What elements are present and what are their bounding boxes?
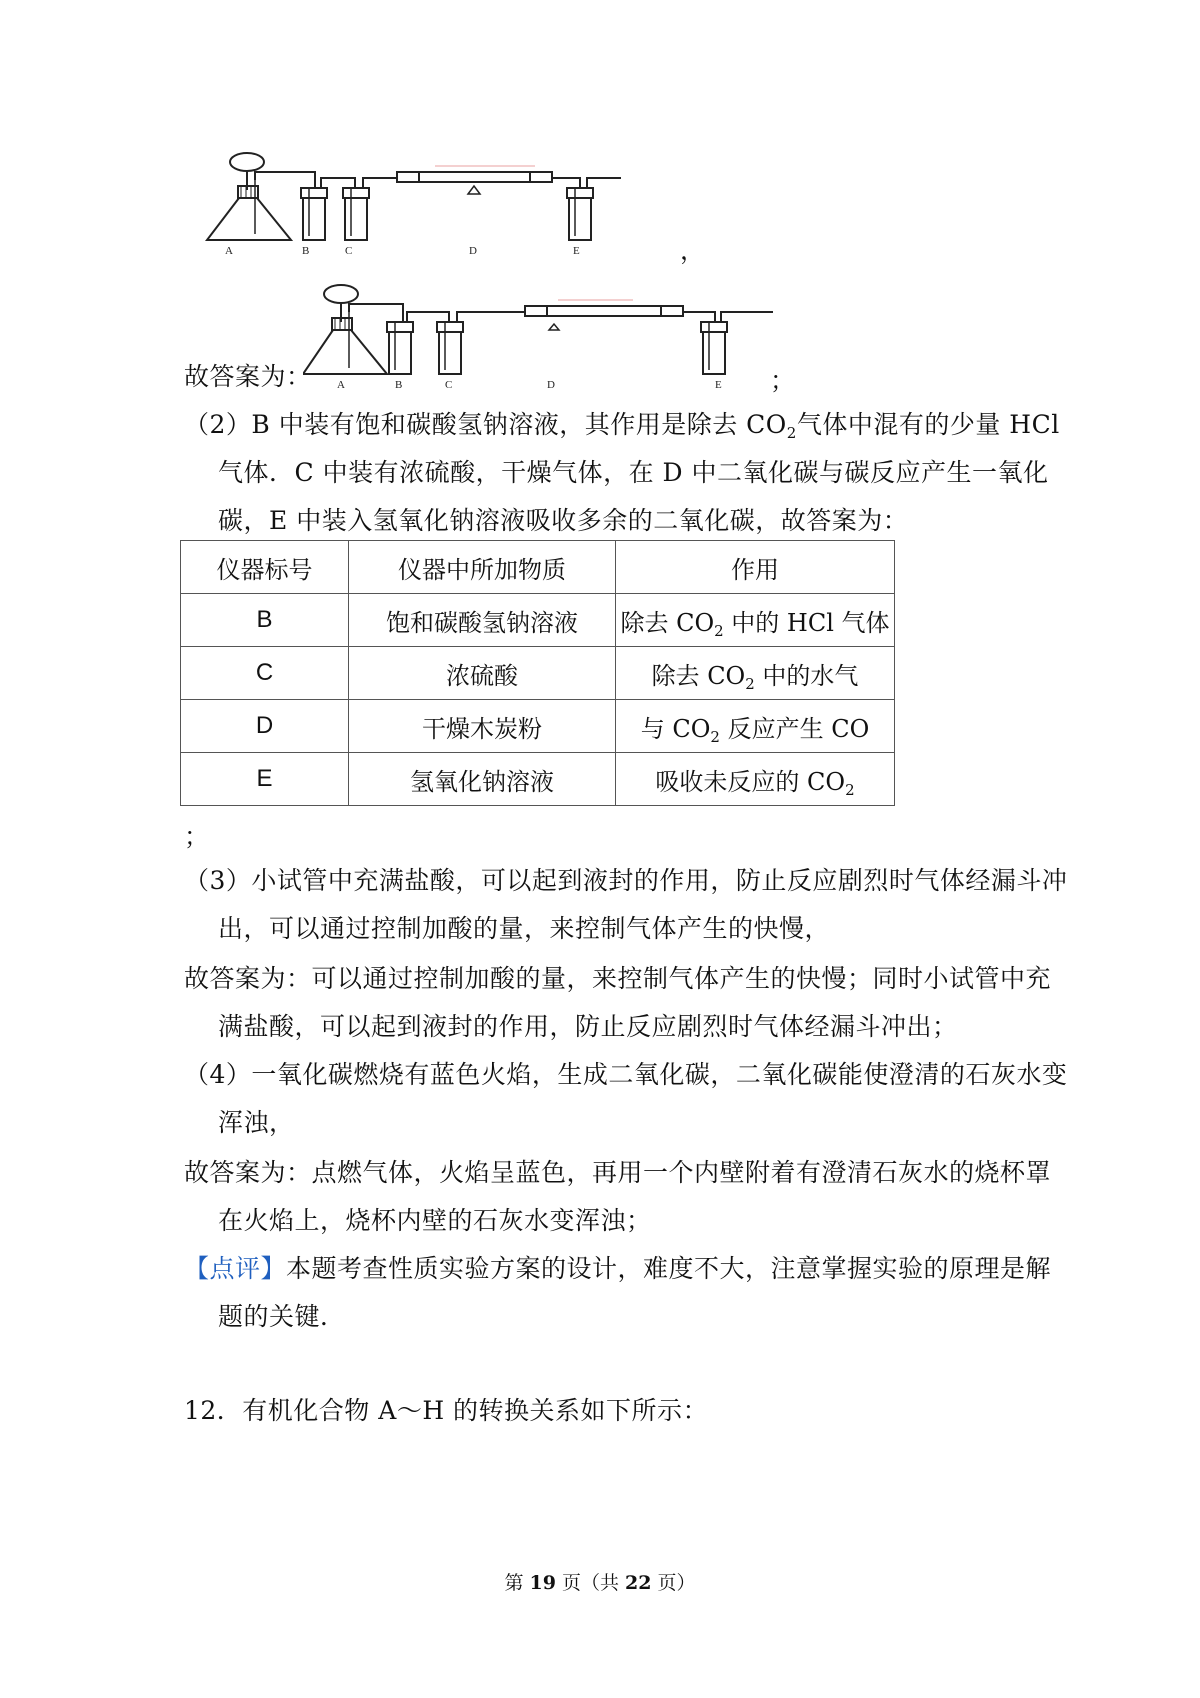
row-label: D xyxy=(181,700,349,753)
diagram-1-trailing: ， xyxy=(680,236,706,265)
part4-line1: （4）一氧化碳燃烧有蓝色火焰，生成二氧化碳，二氧化碳能使澄清的石灰水变 xyxy=(184,1060,1068,1089)
label-a: A xyxy=(337,379,345,391)
comment-line2: 题的关键． xyxy=(218,1302,346,1331)
answer-prefix: 故答案为： xyxy=(184,362,312,391)
table-header: 作用 xyxy=(616,541,895,594)
table-row xyxy=(181,753,895,806)
part3-line2: 出，可以通过控制加酸的量，来控制气体产生的快慢， xyxy=(218,914,831,943)
part4-line2: 浑浊， xyxy=(218,1108,295,1137)
comment-line1: 【点评】本题考查性质实验方案的设计，难度不大，注意掌握实验的原理是解 xyxy=(184,1254,1052,1283)
table-row xyxy=(181,594,895,647)
label-d: D xyxy=(469,245,477,257)
row-label: C xyxy=(181,647,349,700)
apparatus-diagram-1 xyxy=(205,148,685,260)
table-header: 仪器中所加物质 xyxy=(349,541,616,594)
comment-tag: 【点评】 xyxy=(184,1254,287,1283)
label-d: D xyxy=(547,379,555,391)
table-header-row xyxy=(181,541,895,594)
part3-line3: 故答案为：可以通过控制加酸的量，来控制气体产生的快慢；同时小试管中充 xyxy=(184,964,1052,993)
after-table-semicolon: ； xyxy=(184,822,210,851)
row-substance: 浓硫酸 xyxy=(349,647,616,700)
apparatus-table xyxy=(180,540,895,806)
label-e: E xyxy=(715,379,722,391)
table-row xyxy=(181,700,895,753)
page-number: 19 xyxy=(529,1572,556,1594)
row-substance: 饱和碳酸氢钠溶液 xyxy=(349,594,616,647)
row-substance: 干燥木炭粉 xyxy=(349,700,616,753)
part3-line1: （3）小试管中充满盐酸，可以起到液封的作用，防止反应剧烈时气体经漏斗冲 xyxy=(184,866,1068,895)
part2-line3: 碳，E 中装入氢氧化钠溶液吸收多余的二氧化碳，故答案为： xyxy=(218,506,909,535)
row-use: 除去 $CO_2$ 中的水气 xyxy=(616,647,895,700)
label-c: C xyxy=(445,379,453,391)
page-footer: 第 19 页（共 22 页） xyxy=(504,1572,696,1594)
label-a: A xyxy=(225,245,233,257)
label-e: E xyxy=(573,245,580,257)
apparatus-diagram-2 xyxy=(303,280,783,392)
part3-line4: 满盐酸，可以起到液封的作用，防止反应剧烈时气体经漏斗冲出； xyxy=(218,1012,958,1041)
row-use: 除去 $CO_2$ 中的 HCl 气体 xyxy=(616,594,895,647)
part4-line3: 故答案为：点燃气体，火焰呈蓝色，再用一个内壁附着有澄清石灰水的烧杯罩 xyxy=(184,1158,1052,1187)
page-total: 22 xyxy=(625,1572,652,1594)
diagram-2-trailing: ； xyxy=(770,366,796,395)
row-label: B xyxy=(181,594,349,647)
label-b: B xyxy=(302,245,310,257)
table-header: 仪器标号 xyxy=(181,541,349,594)
part4-line4: 在火焰上，烧杯内壁的石灰水变浑浊； xyxy=(218,1206,652,1235)
label-c: C xyxy=(345,245,353,257)
label-b: B xyxy=(395,379,403,391)
row-substance: 氢氧化钠溶液 xyxy=(349,753,616,806)
part2-line1: （2）B 中装有饱和碳酸氢钠溶液，其作用是除去 $CO_2$气体中混有的少量 HCl xyxy=(184,410,1060,442)
question-12: 12．有机化合物 A～H 的转换关系如下所示： xyxy=(184,1396,709,1425)
table-row xyxy=(181,647,895,700)
part2-line2: 气体．C 中装有浓硫酸，干燥气体，在 D 中二氧化碳与碳反应产生一氧化 xyxy=(218,458,1049,487)
row-label: E xyxy=(181,753,349,806)
row-use: 吸收未反应的 $CO_2$ xyxy=(616,753,895,806)
row-use: 与 $CO_2$ 反应产生 CO xyxy=(616,700,895,753)
